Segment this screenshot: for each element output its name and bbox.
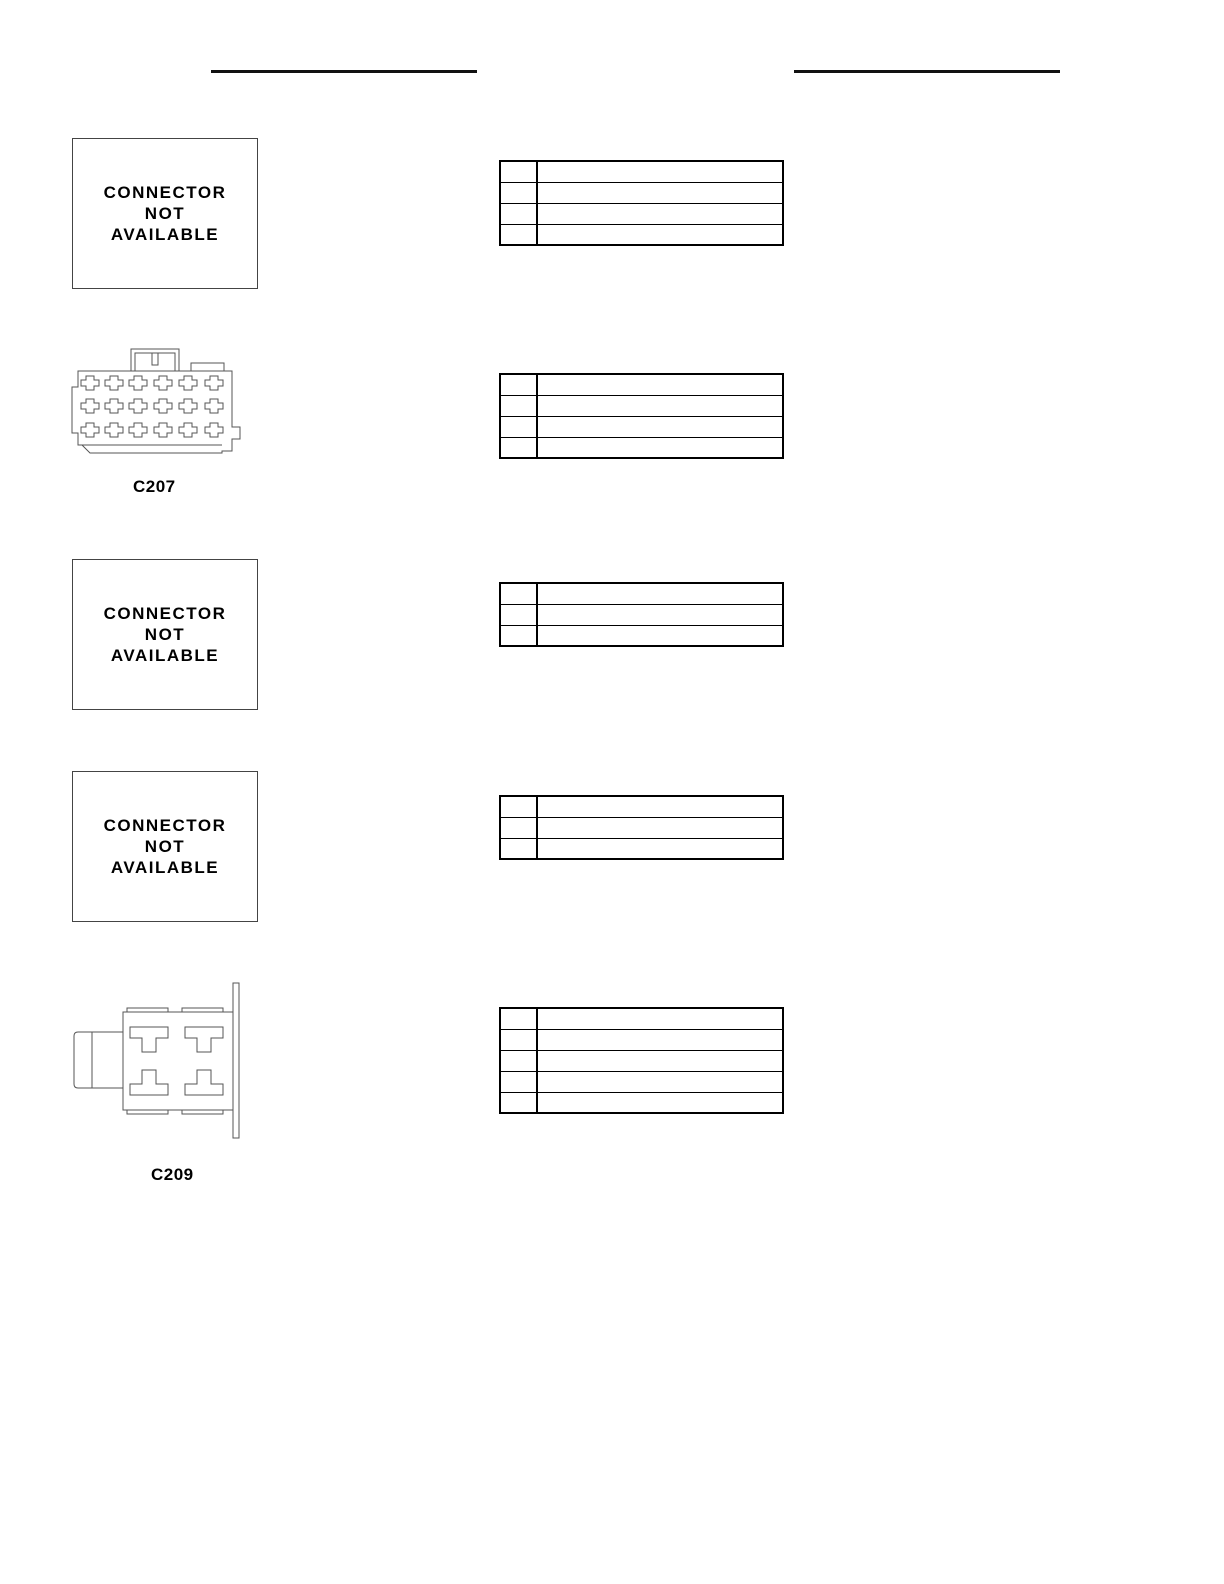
- header-rule-right: [794, 70, 1060, 73]
- not-available-line-1: CONNECTOR: [103, 604, 227, 623]
- terminal-cavity: [154, 399, 172, 413]
- table-row: [500, 838, 783, 859]
- function-cell: [537, 182, 783, 203]
- cavity-cell: [500, 416, 537, 437]
- cavity-cell: [500, 817, 537, 838]
- cavity-cell: [500, 796, 537, 817]
- function-cell: [537, 161, 783, 182]
- function-cell: [537, 395, 783, 416]
- cavity-cell: [500, 203, 537, 224]
- function-cell: [537, 437, 783, 458]
- terminal-cavity: [205, 423, 223, 437]
- connector-not-available-box: [72, 771, 258, 922]
- table-row: [500, 1050, 783, 1071]
- terminal-cavity: [179, 399, 197, 413]
- pin-table-3: [499, 582, 784, 647]
- cavity-cell: [500, 1008, 537, 1029]
- table-row: [500, 203, 783, 224]
- terminal-cavity: [179, 423, 197, 437]
- function-cell: [537, 838, 783, 859]
- connector-label-c209: C209: [151, 1165, 194, 1184]
- header-rule-left: [211, 70, 477, 73]
- pin-table-5: [499, 1007, 784, 1114]
- terminal-cavity: [154, 376, 172, 390]
- function-cell: [537, 625, 783, 646]
- cavity-cell: [500, 224, 537, 245]
- table-row: [500, 161, 783, 182]
- pin-table-2: [499, 373, 784, 459]
- function-cell: [537, 416, 783, 437]
- terminal-cavity: [179, 376, 197, 390]
- not-available-line-3: AVAILABLE: [110, 858, 220, 877]
- not-available-line-1: CONNECTOR: [103, 183, 227, 202]
- terminal-cavity: [129, 376, 147, 390]
- cavity-cell: [500, 161, 537, 182]
- terminal-cavity: [205, 376, 223, 390]
- function-cell: [537, 1092, 783, 1113]
- cavity-cell: [500, 1071, 537, 1092]
- terminal-cavity: [81, 423, 99, 437]
- function-cell: [537, 1050, 783, 1071]
- function-cell: [537, 817, 783, 838]
- function-cell: [537, 1071, 783, 1092]
- pin-table-1: [499, 160, 784, 246]
- table-row: [500, 1092, 783, 1113]
- not-available-line-1: CONNECTOR: [103, 816, 227, 835]
- terminal-cavity: [129, 423, 147, 437]
- cavity-cell: [500, 1092, 537, 1113]
- terminal-cavity: [81, 376, 99, 390]
- connector-not-available-box: [72, 559, 258, 710]
- terminal-cavity: [205, 399, 223, 413]
- cavity-cell: [500, 838, 537, 859]
- terminal-cavity: [81, 399, 99, 413]
- function-cell: [537, 1029, 783, 1050]
- table-row: [500, 604, 783, 625]
- function-cell: [537, 224, 783, 245]
- table-row: [500, 374, 783, 395]
- cavity-cell: [500, 437, 537, 458]
- table-row: [500, 416, 783, 437]
- terminal-cavity: [129, 399, 147, 413]
- cavity-cell: [500, 1029, 537, 1050]
- c209-connector-drawing: [70, 982, 245, 1142]
- cavity-cell: [500, 625, 537, 646]
- table-row: [500, 625, 783, 646]
- table-row: [500, 437, 783, 458]
- not-available-line-3: AVAILABLE: [110, 646, 220, 665]
- function-cell: [537, 203, 783, 224]
- table-row: [500, 1029, 783, 1050]
- table-row: [500, 395, 783, 416]
- cavity-cell: [500, 1050, 537, 1071]
- cavity-cell: [500, 374, 537, 395]
- function-cell: [537, 583, 783, 604]
- table-row: [500, 796, 783, 817]
- function-cell: [537, 1008, 783, 1029]
- terminal-cavity: [105, 423, 123, 437]
- not-available-line-2: NOT: [144, 204, 186, 223]
- not-available-line-2: NOT: [144, 625, 186, 644]
- connector-not-available-box: [72, 138, 258, 289]
- table-row: [500, 182, 783, 203]
- cavity-cell: [500, 604, 537, 625]
- table-row: [500, 583, 783, 604]
- c207-connector-drawing: [68, 345, 248, 460]
- not-available-line-2: NOT: [144, 837, 186, 856]
- cavity-cell: [500, 182, 537, 203]
- table-row: [500, 224, 783, 245]
- terminal-cavity: [105, 376, 123, 390]
- function-cell: [537, 374, 783, 395]
- not-available-line-3: AVAILABLE: [110, 225, 220, 244]
- cavity-cell: [500, 583, 537, 604]
- function-cell: [537, 604, 783, 625]
- connector-label-c207: C207: [133, 477, 176, 496]
- table-row: [500, 1008, 783, 1029]
- terminal-cavity: [154, 423, 172, 437]
- table-row: [500, 817, 783, 838]
- function-cell: [537, 796, 783, 817]
- pin-table-4: [499, 795, 784, 860]
- terminal-cavity: [105, 399, 123, 413]
- cavity-cell: [500, 395, 537, 416]
- table-row: [500, 1071, 783, 1092]
